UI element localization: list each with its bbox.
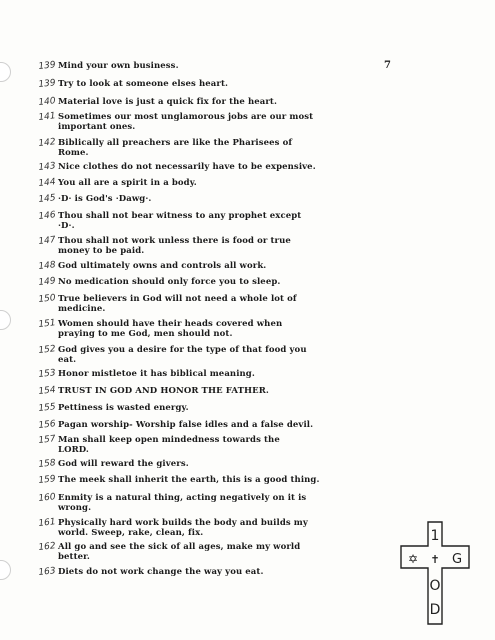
entry-number: 142 xyxy=(38,137,57,149)
cross-top-char: 1 xyxy=(430,528,440,544)
cross-bottom-char-1: O xyxy=(429,578,441,594)
list-item xyxy=(38,320,418,339)
entry-text: Try to look at someone elses heart. xyxy=(58,79,229,89)
entry-text: True believers in God will not need a whole lot of medicine. xyxy=(58,294,297,314)
entry-number: 159 xyxy=(38,474,57,486)
list-item xyxy=(38,98,418,108)
star-of-david-icon: ✡ xyxy=(407,552,419,566)
list-item xyxy=(38,370,418,380)
entry-number: 148 xyxy=(38,260,57,272)
list-item xyxy=(38,519,418,538)
entry-text: Physically hard work builds the body and builds my world. Sweep, rake, clean, fix. xyxy=(58,518,308,538)
cross-bottom-char-2: D xyxy=(429,602,441,618)
entry-number: 161 xyxy=(38,517,57,529)
entry-number: 147 xyxy=(38,235,57,247)
page-number: 7 xyxy=(384,60,391,71)
entry-number: 154 xyxy=(38,385,57,397)
entry-text: ·D· is God's ·Dawg·. xyxy=(58,194,152,204)
list-item xyxy=(38,237,418,256)
list-item xyxy=(38,421,418,431)
list-item xyxy=(38,278,418,288)
list-item xyxy=(38,387,418,397)
entry-number: 140 xyxy=(38,96,57,108)
list-item xyxy=(38,80,418,90)
list-item xyxy=(38,163,418,173)
entry-text: Women should have their heads covered when praying to me God, men should not. xyxy=(58,319,283,339)
cross-symbol-icon: ✝ xyxy=(430,553,440,566)
entry-number: 139 xyxy=(38,60,57,72)
cross-right-char: G xyxy=(451,552,463,567)
entry-number: 163 xyxy=(38,566,57,578)
entry-number: 162 xyxy=(38,541,57,553)
list-item xyxy=(38,494,418,513)
entry-text: Pettiness is wasted energy. xyxy=(58,403,189,413)
entry-text: Honor mistletoe it has biblical meaning. xyxy=(58,369,255,379)
list-item xyxy=(38,139,418,158)
entry-number: 155 xyxy=(38,402,57,414)
punch-hole xyxy=(0,560,11,580)
entry-text: You all are a spirit in a body. xyxy=(58,178,197,188)
entry-number: 139 xyxy=(38,78,57,90)
list-item xyxy=(38,113,418,132)
entry-number: 145 xyxy=(38,193,57,205)
list-item xyxy=(38,568,418,578)
entry-number: 150 xyxy=(38,293,57,305)
entry-text: Diets do not work change the way you eat. xyxy=(58,567,264,577)
entry-text: Mind your own business. xyxy=(58,61,179,71)
entry-number: 149 xyxy=(38,276,57,288)
entry-number: 151 xyxy=(38,318,57,330)
list-item xyxy=(38,195,418,205)
entry-number: 160 xyxy=(38,492,57,504)
entry-text: Thou shall not bear witness to any prophet except ·D·. xyxy=(58,211,302,231)
entry-number: 156 xyxy=(38,419,57,431)
list-item xyxy=(38,212,418,231)
entry-text: Man shall keep open mindedness towards the LORD. xyxy=(58,435,280,455)
entry-number: 152 xyxy=(38,344,57,356)
entry-text: The meek shall inherit the earth, this is a good thing. xyxy=(58,475,320,485)
list-item xyxy=(38,543,418,562)
punch-hole xyxy=(0,62,11,82)
entry-number: 144 xyxy=(38,177,57,189)
entry-text: Nice clothes do not necessarily have to be expensive. xyxy=(58,162,316,172)
entry-number: 141 xyxy=(38,111,57,123)
list-item xyxy=(38,262,418,272)
punch-hole xyxy=(0,310,11,330)
entry-number: 143 xyxy=(38,161,57,173)
entry-text: TRUST IN GOD AND HONOR THE FATHER. xyxy=(58,386,269,396)
entry-text: Material love is just a quick fix for the heart. xyxy=(58,97,278,107)
entry-number: 153 xyxy=(38,368,57,380)
entry-number: 158 xyxy=(38,458,57,470)
entry-number: 157 xyxy=(38,434,57,446)
list-item xyxy=(38,179,418,189)
list-item xyxy=(38,62,418,72)
entry-text: Biblically all preachers are like the Pharisees of Rome. xyxy=(58,138,293,158)
cross-drawing xyxy=(395,518,475,628)
entry-text: Enmity is a natural thing, acting negatively on it is wrong. xyxy=(58,493,307,513)
list-item xyxy=(38,436,418,455)
entry-text: Pagan worship- Worship false idles and a false devil. xyxy=(58,420,314,430)
list-item xyxy=(38,346,418,365)
list-item xyxy=(38,295,418,314)
list-item xyxy=(38,476,418,486)
entry-text: Sometimes our most unglamorous jobs are our most important ones. xyxy=(58,112,314,132)
list-item xyxy=(38,404,418,414)
entry-text: God ultimately owns and controls all work. xyxy=(58,261,267,271)
entry-text: Thou shall not work unless there is food or true money to be paid. xyxy=(58,236,291,256)
entry-text: God gives you a desire for the type of that food you eat. xyxy=(58,345,307,365)
entry-text: God will reward the givers. xyxy=(58,459,189,469)
entry-number: 146 xyxy=(38,210,57,222)
entry-text: All go and see the sick of all ages, make my world better. xyxy=(58,542,301,562)
entry-text: No medication should only force you to sleep. xyxy=(58,277,281,287)
list-item xyxy=(38,460,418,470)
